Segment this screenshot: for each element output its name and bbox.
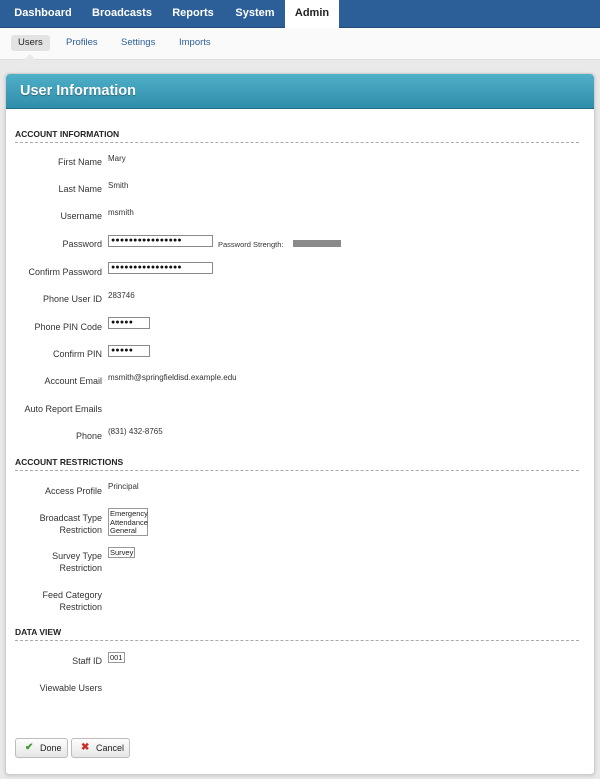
first-name-value: Mary [108, 154, 126, 163]
section-account-information: ACCOUNT INFORMATION [15, 129, 579, 143]
staff-id-value[interactable]: 001 [110, 653, 123, 662]
password-strength-meter [293, 240, 341, 247]
tab-broadcasts[interactable]: Broadcasts [92, 7, 152, 19]
broadcast-type-option[interactable]: Emergency [110, 509, 148, 518]
tab-admin[interactable]: Admin [285, 0, 339, 29]
phone-user-id-label: Phone User ID [42, 294, 102, 304]
broadcast-type-option[interactable]: General [110, 526, 137, 535]
cancel-button-label: Cancel [96, 743, 125, 753]
broadcast-type-label-line1: Broadcast Type [39, 513, 102, 523]
survey-type-label [6, 550, 102, 574]
password-input[interactable]: ●●●●●●●●●●●●●●●● [108, 235, 213, 247]
sub-navigation [0, 28, 600, 60]
phone-value: (831) 432-8765 [108, 427, 163, 436]
done-button[interactable] [15, 738, 68, 758]
confirm-password-input[interactable]: ●●●●●●●●●●●●●●●● [108, 262, 213, 274]
tab-dashboard[interactable]: Dashboard [14, 7, 72, 19]
checkmark-icon: ✔ [25, 742, 34, 753]
broadcast-type-option[interactable]: Attendance [110, 517, 148, 527]
password-label: Password [62, 239, 102, 249]
phone-pin-input[interactable]: ●●●●● [108, 317, 150, 329]
cancel-button[interactable] [71, 738, 130, 758]
panel-header [6, 74, 594, 109]
subnav-imports[interactable]: Imports [179, 37, 211, 48]
username-label: Username [60, 211, 102, 221]
subnav-profiles[interactable]: Profiles [66, 37, 98, 48]
viewable-users-label: Viewable Users [39, 683, 102, 693]
survey-type-label-line2: Restriction [59, 563, 102, 573]
access-profile-label: Access Profile [44, 486, 102, 496]
tab-reports[interactable]: Reports [172, 7, 214, 19]
account-email-label: Account Email [44, 376, 102, 386]
phone-user-id-value: 283746 [108, 291, 135, 300]
phone-pin-label: Phone PIN Code [34, 322, 102, 332]
broadcast-type-listbox[interactable] [108, 508, 148, 536]
top-navigation [0, 0, 600, 28]
confirm-pin-input[interactable]: ●●●●● [108, 345, 150, 357]
last-name-label: Last Name [58, 184, 102, 194]
access-profile-value: Principal [108, 482, 139, 491]
phone-label: Phone [75, 431, 102, 441]
last-name-value: Smith [108, 181, 129, 190]
feed-category-label-line1: Feed Category [42, 590, 102, 600]
page-title: User Information [20, 83, 137, 99]
confirm-password-label: Confirm Password [28, 267, 102, 277]
password-strength-label: Password Strength: [218, 240, 284, 249]
section-account-restrictions: ACCOUNT RESTRICTIONS [15, 457, 579, 471]
tab-system[interactable]: System [235, 7, 275, 19]
feed-category-label-line2: Restriction [59, 602, 102, 612]
username-value: msmith [108, 208, 134, 217]
done-button-label: Done [40, 743, 62, 753]
confirm-pin-label: Confirm PIN [52, 349, 102, 359]
subnav-users[interactable]: Users [11, 35, 50, 51]
staff-id-label: Staff ID [72, 656, 102, 666]
broadcast-type-label-line2: Restriction [59, 525, 102, 535]
auto-report-emails-label: Auto Report Emails [24, 404, 102, 414]
user-information-panel [5, 73, 595, 775]
feed-category-label [6, 589, 102, 613]
first-name-label: First Name [57, 157, 102, 167]
section-data-view: DATA VIEW [15, 627, 579, 641]
survey-type-label-line1: Survey Type [52, 551, 102, 561]
active-caret [24, 54, 36, 60]
broadcast-type-label [6, 512, 102, 536]
subnav-settings[interactable]: Settings [121, 37, 156, 48]
survey-type-listbox[interactable]: Survey [110, 548, 134, 557]
close-icon: ✖ [81, 742, 90, 753]
account-email-value: msmith@springfieldisd.example.edu [108, 373, 237, 382]
